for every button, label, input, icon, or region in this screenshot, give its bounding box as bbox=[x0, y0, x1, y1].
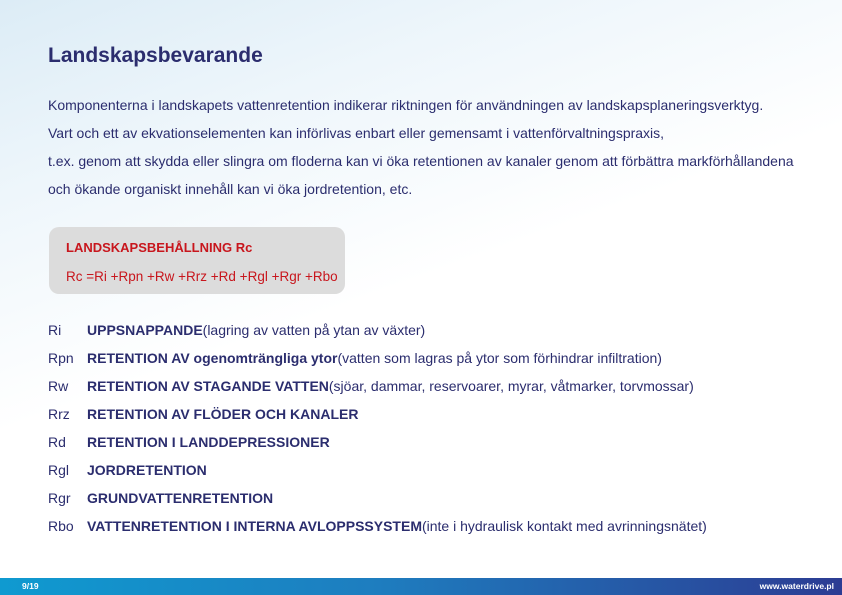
page-title: Landskapsbevarande bbox=[48, 44, 263, 67]
page-number: 9/19 bbox=[22, 581, 39, 591]
footer-url[interactable]: www.waterdrive.pl bbox=[759, 581, 834, 591]
definition-code: Rpn bbox=[48, 350, 74, 366]
definition-code: Rgr bbox=[48, 490, 71, 506]
definition-desc: (inte i hydraulisk kontakt med avrinningsnätet) bbox=[421, 518, 707, 534]
intro-paragraph bbox=[48, 91, 818, 203]
formula-equation: Rc =Ri +Rpn +Rw +Rrz +Rd +Rgl +Rgr +Rbo bbox=[66, 269, 338, 284]
definition-desc: (vatten som lagras på ytor som förhindrar infiltration) bbox=[337, 350, 662, 366]
definition-row bbox=[48, 400, 828, 428]
definition-row bbox=[48, 484, 828, 512]
definition-code: Rbo bbox=[48, 518, 74, 534]
definition-name: GRUNDVATTENRETENTION bbox=[87, 490, 274, 506]
definition-row bbox=[48, 428, 828, 456]
definition-desc: (sjöar, dammar, reservoarer, myrar, våtmarker, torvmossar) bbox=[328, 378, 694, 394]
intro-line: och ökande organiskt innehåll kan vi öka jordretention, etc. bbox=[48, 181, 413, 197]
definition-row bbox=[48, 372, 828, 400]
intro-line: Komponenterna i landskapets vattenretention indikerar riktningen för användningen av landskapsplaneringsverktyg. bbox=[48, 97, 764, 113]
formula-title: LANDSKAPSBEHÅLLNING Rc bbox=[66, 240, 253, 255]
definition-name: RETENTION AV STAGANDE VATTEN bbox=[87, 378, 329, 394]
definition-code: Rd bbox=[48, 434, 66, 450]
definition-name: JORDRETENTION bbox=[87, 462, 207, 478]
definition-name: UPPSNAPPANDE bbox=[87, 322, 203, 338]
definition-name: RETENTION I LANDDEPRESSIONER bbox=[87, 434, 330, 450]
definition-desc: (lagring av vatten på ytan av växter) bbox=[202, 322, 426, 338]
definition-name: RETENTION AV ogenomträngliga ytor bbox=[87, 350, 338, 366]
intro-line: t.ex. genom att skydda eller slingra om floderna kan vi öka retentionen av kanaler genom att förbättra markförhållandena bbox=[48, 153, 794, 169]
definition-code: Ri bbox=[48, 322, 62, 338]
definition-code: Rrz bbox=[48, 406, 70, 422]
intro-line: Vart och ett av ekvationselementen kan införlivas enbart eller gemensamt i vattenförvaltningspraxis, bbox=[48, 125, 665, 141]
definition-row bbox=[48, 456, 828, 484]
definition-code: Rw bbox=[48, 378, 69, 394]
definition-list bbox=[48, 316, 828, 540]
definition-row bbox=[48, 512, 828, 540]
formula-box bbox=[49, 227, 345, 294]
definition-name: VATTENRETENTION I INTERNA AVLOPPSSYSTEM bbox=[87, 518, 422, 534]
footer-bar bbox=[0, 578, 842, 595]
definition-name: RETENTION AV FLÖDER OCH KANALER bbox=[87, 406, 359, 422]
definition-code: Rgl bbox=[48, 462, 70, 478]
definition-row bbox=[48, 316, 828, 344]
definition-row bbox=[48, 344, 828, 372]
